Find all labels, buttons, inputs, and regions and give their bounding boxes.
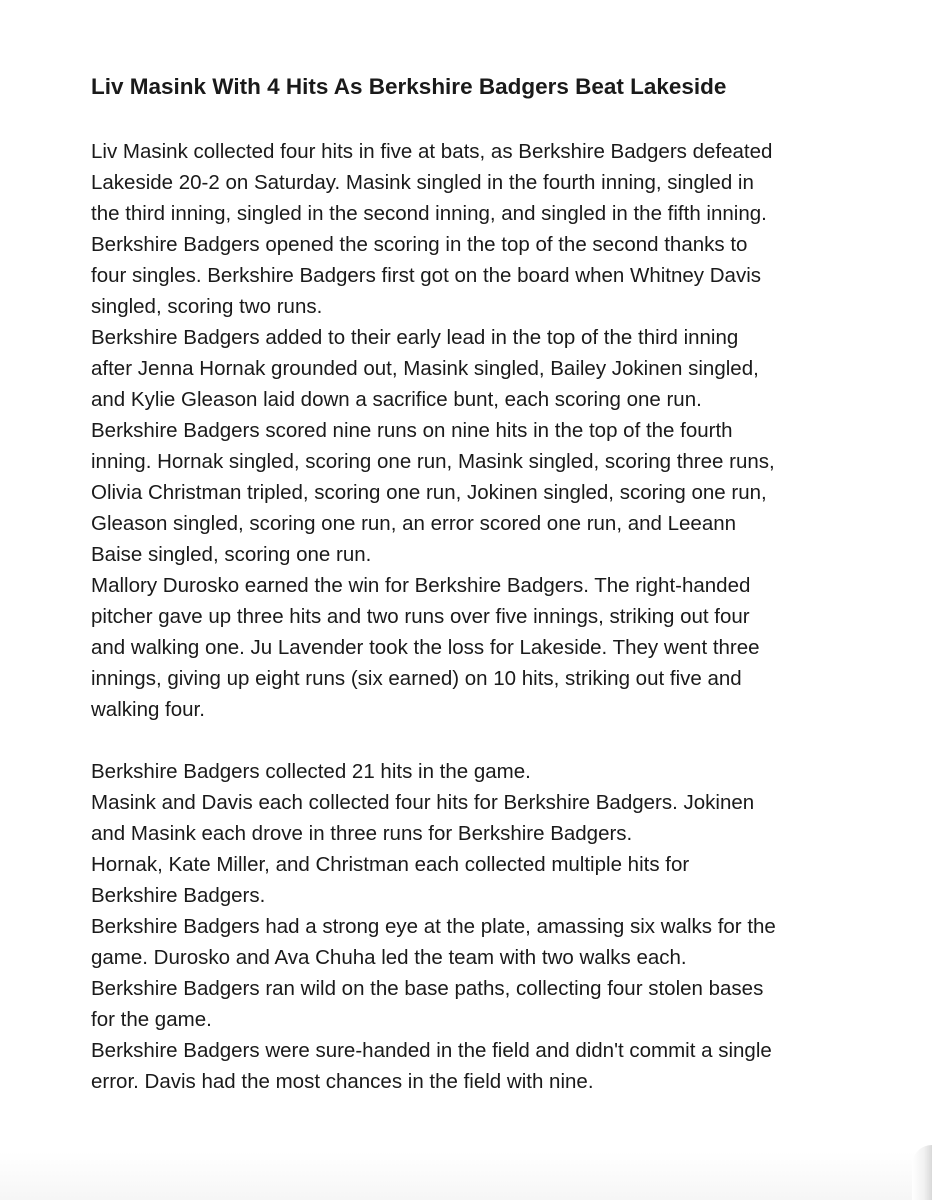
paragraph-walks <box>91 911 891 973</box>
text-line: Berkshire Badgers collected 21 hits in the game. <box>91 760 531 783</box>
text-line: Berkshire Badgers opened the scoring in the top of the second thanks to <box>91 233 748 256</box>
paragraph-fielding <box>91 1035 891 1097</box>
text-line: Berkshire Badgers scored nine runs on nine hits in the top of the fourth <box>91 419 733 442</box>
text-line: Berkshire Badgers had a strong eye at the plate, amassing six walks for the <box>91 915 776 938</box>
text-line: Berkshire Badgers ran wild on the base paths, collecting four stolen bases <box>91 977 764 1000</box>
article-body <box>91 136 891 1097</box>
text-line: Lakeside 20-2 on Saturday. Masink singled in the fourth inning, singled in <box>91 171 754 194</box>
text-line: Berkshire Badgers were sure-handed in the field and didn't commit a single <box>91 1039 772 1062</box>
page-curl <box>912 1145 932 1200</box>
paragraph-gap <box>91 725 891 756</box>
text-line: Masink and Davis each collected four hits for Berkshire Badgers. Jokinen <box>91 791 755 814</box>
text-line: four singles. Berkshire Badgers first got on the board when Whitney Davis <box>91 264 761 287</box>
article-headline: Liv Masink With 4 Hits As Berkshire Badgers Beat Lakeside <box>91 74 727 99</box>
text-line: pitcher gave up three hits and two runs over five innings, striking out four <box>91 605 750 628</box>
paragraph-pitching <box>91 570 891 725</box>
text-line: Liv Masink collected four hits in five at bats, as Berkshire Badgers defeated <box>91 140 773 163</box>
text-line: error. Davis had the most chances in the field with nine. <box>91 1070 594 1093</box>
paragraph-fourth-inning <box>91 415 891 570</box>
text-line: Olivia Christman tripled, scoring one run, Jokinen singled, scoring one run, <box>91 481 767 504</box>
text-line: for the game. <box>91 1008 212 1031</box>
text-line: after Jenna Hornak grounded out, Masink singled, Bailey Jokinen singled, <box>91 357 759 380</box>
text-line: Gleason singled, scoring one run, an error scored one run, and Leeann <box>91 512 737 535</box>
text-line: walking four. <box>91 698 205 721</box>
text-line: innings, giving up eight runs (six earned) on 10 hits, striking out five and <box>91 667 742 690</box>
paragraph-stolen-bases <box>91 973 891 1035</box>
paragraph-game-summary <box>91 136 891 322</box>
paragraph-multiple-hits <box>91 849 891 911</box>
text-line: game. Durosko and Ava Chuha led the team with two walks each. <box>91 946 687 969</box>
paragraph-third-inning <box>91 322 891 415</box>
text-line: Berkshire Badgers. <box>91 884 266 907</box>
text-line: inning. Hornak singled, scoring one run, Masink singled, scoring three runs, <box>91 450 775 473</box>
text-line: and Kylie Gleason laid down a sacrifice bunt, each scoring one run. <box>91 388 702 411</box>
text-line: and Masink each drove in three runs for Berkshire Badgers. <box>91 822 633 845</box>
text-line: and walking one. Ju Lavender took the loss for Lakeside. They went three <box>91 636 760 659</box>
paragraph-hit-leaders <box>91 787 891 849</box>
article <box>91 72 891 1097</box>
text-line: Hornak, Kate Miller, and Christman each collected multiple hits for <box>91 853 690 876</box>
text-line: singled, scoring two runs. <box>91 295 323 318</box>
text-line: the third inning, singled in the second inning, and singled in the fifth inning. <box>91 202 767 225</box>
text-line: Baise singled, scoring one run. <box>91 543 372 566</box>
text-line: Mallory Durosko earned the win for Berkshire Badgers. The right-handed <box>91 574 751 597</box>
page-bottom-shadow <box>0 1152 932 1200</box>
text-line: Berkshire Badgers added to their early lead in the top of the third inning <box>91 326 739 349</box>
paragraph-total-hits <box>91 756 891 787</box>
